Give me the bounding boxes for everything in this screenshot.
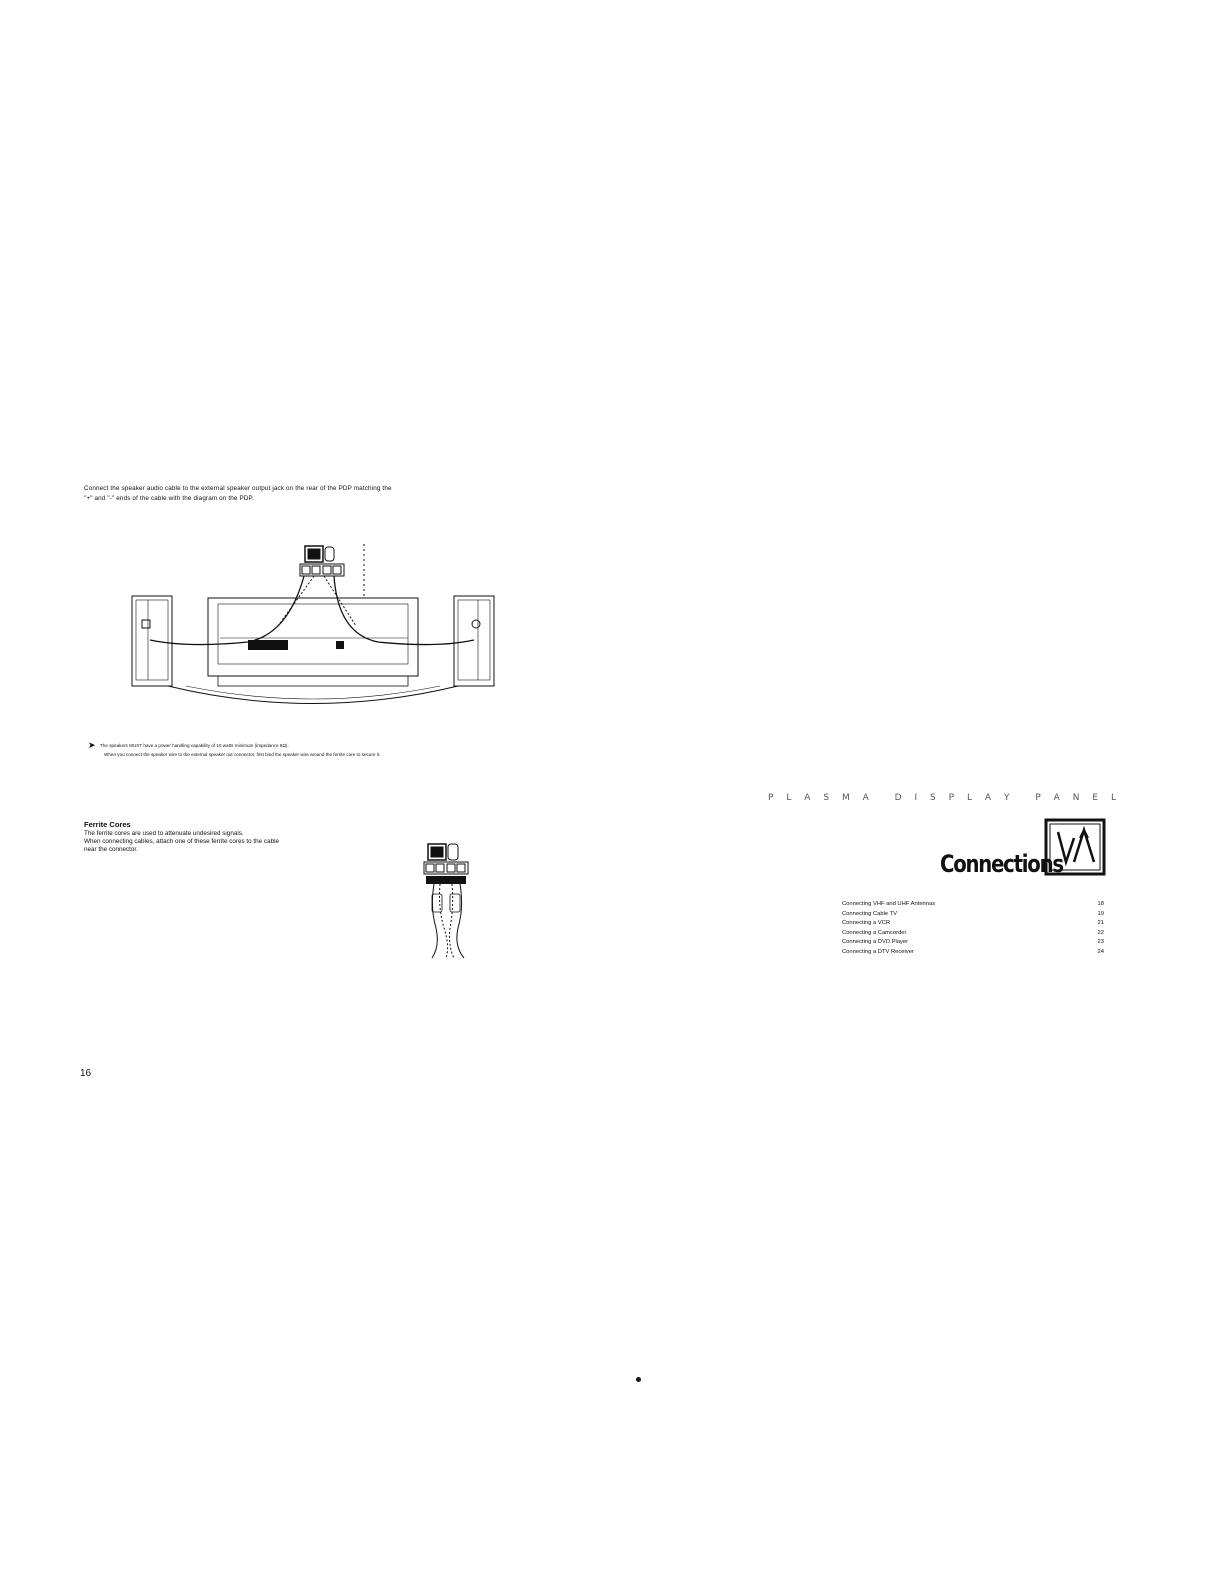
up-down-arrows-icon (1044, 818, 1106, 876)
heading-letter: A (984, 793, 992, 803)
toc-page: 22 (1097, 929, 1104, 936)
toc-row (842, 900, 1104, 910)
toc-page: 21 (1097, 920, 1104, 927)
toc-page: 18 (1097, 901, 1104, 907)
toc-page: 23 (1097, 939, 1104, 946)
heading-letter: L (786, 793, 792, 803)
ferrite-line-1: The ferrite cores are used to attenuate undesired signals. (84, 830, 244, 837)
heading-letter: P (948, 793, 955, 803)
heading-letter: E (1092, 793, 1099, 803)
ferrite-core-illustration (420, 838, 478, 960)
intro-line-2: "+" and "-" ends of the cable with the diagram on the PDP. (84, 495, 254, 502)
toc-page: 19 (1097, 910, 1104, 917)
toc-page: 24 (1097, 948, 1104, 955)
ferrite-line-3: near the connector. (84, 846, 138, 853)
note-line-2: When you connect the speaker wire to the external speaker out connector, first bind the speaker wire around the ferrite core to secure it. (104, 752, 381, 757)
intro-text (84, 484, 524, 504)
note-arrow-icon: ➤ (88, 740, 96, 750)
heading-letter: P (768, 793, 774, 803)
series-heading (768, 793, 1116, 803)
toc-label: Connecting a VCR (842, 920, 891, 927)
toc-label: Connecting Cable TV (842, 910, 897, 917)
right-speaker-cable (334, 576, 474, 645)
heading-letter: M (841, 793, 850, 803)
toc-row (842, 948, 1104, 958)
intro-line-1: Connect the speaker audio cable to the external speaker output jack on the rear of the PDP matching the (84, 485, 392, 492)
left-speaker-cable (150, 576, 304, 645)
toc-label: Connecting VHF and UHF Antennas (842, 901, 936, 907)
heading-letter: L (1110, 793, 1116, 803)
toc-row (842, 938, 1104, 948)
heading-letter: Y (1004, 793, 1010, 803)
heading-letter: P (1035, 793, 1041, 803)
ferrite-cores-text (84, 830, 394, 854)
ferrite-line-2: When connecting cables, attach one of these ferrite cores to the cable (84, 838, 279, 845)
table-of-contents (842, 900, 1104, 958)
terminal-block (248, 640, 288, 650)
heading-letter: A (1053, 793, 1060, 803)
toc-row (842, 929, 1104, 939)
heading-letter: I (914, 793, 918, 803)
toc-label: Connecting a DVD Player (842, 939, 909, 946)
heading-letter: L (967, 793, 973, 803)
heading-letter: A (804, 793, 811, 803)
speaker-note (88, 741, 508, 759)
page-number: 16 (80, 1068, 92, 1079)
note-line-1: The speakers MUST have a power handling capability of 10 watts minimum (impedance 8Ω). (100, 743, 289, 748)
toc-row (842, 910, 1104, 920)
speaker-connection-diagram (128, 536, 498, 706)
jack-inset (300, 544, 364, 596)
toc-row (842, 919, 1104, 929)
heading-letter: A (862, 793, 869, 803)
stand-base (168, 686, 458, 704)
heading-letter: S (823, 793, 830, 803)
toc-label: Connecting a Camcorder (842, 929, 907, 936)
toc-label: Connecting a DTV Receiver (842, 948, 914, 955)
heading-letter: S (930, 793, 936, 803)
center-dot (636, 1377, 641, 1382)
ferrite-cores-heading: Ferrite Cores (84, 820, 131, 829)
right-speaker (454, 596, 494, 686)
heading-letter: N (1072, 793, 1080, 803)
heading-letter: D (894, 793, 902, 803)
section-title: Connections (940, 850, 1063, 878)
